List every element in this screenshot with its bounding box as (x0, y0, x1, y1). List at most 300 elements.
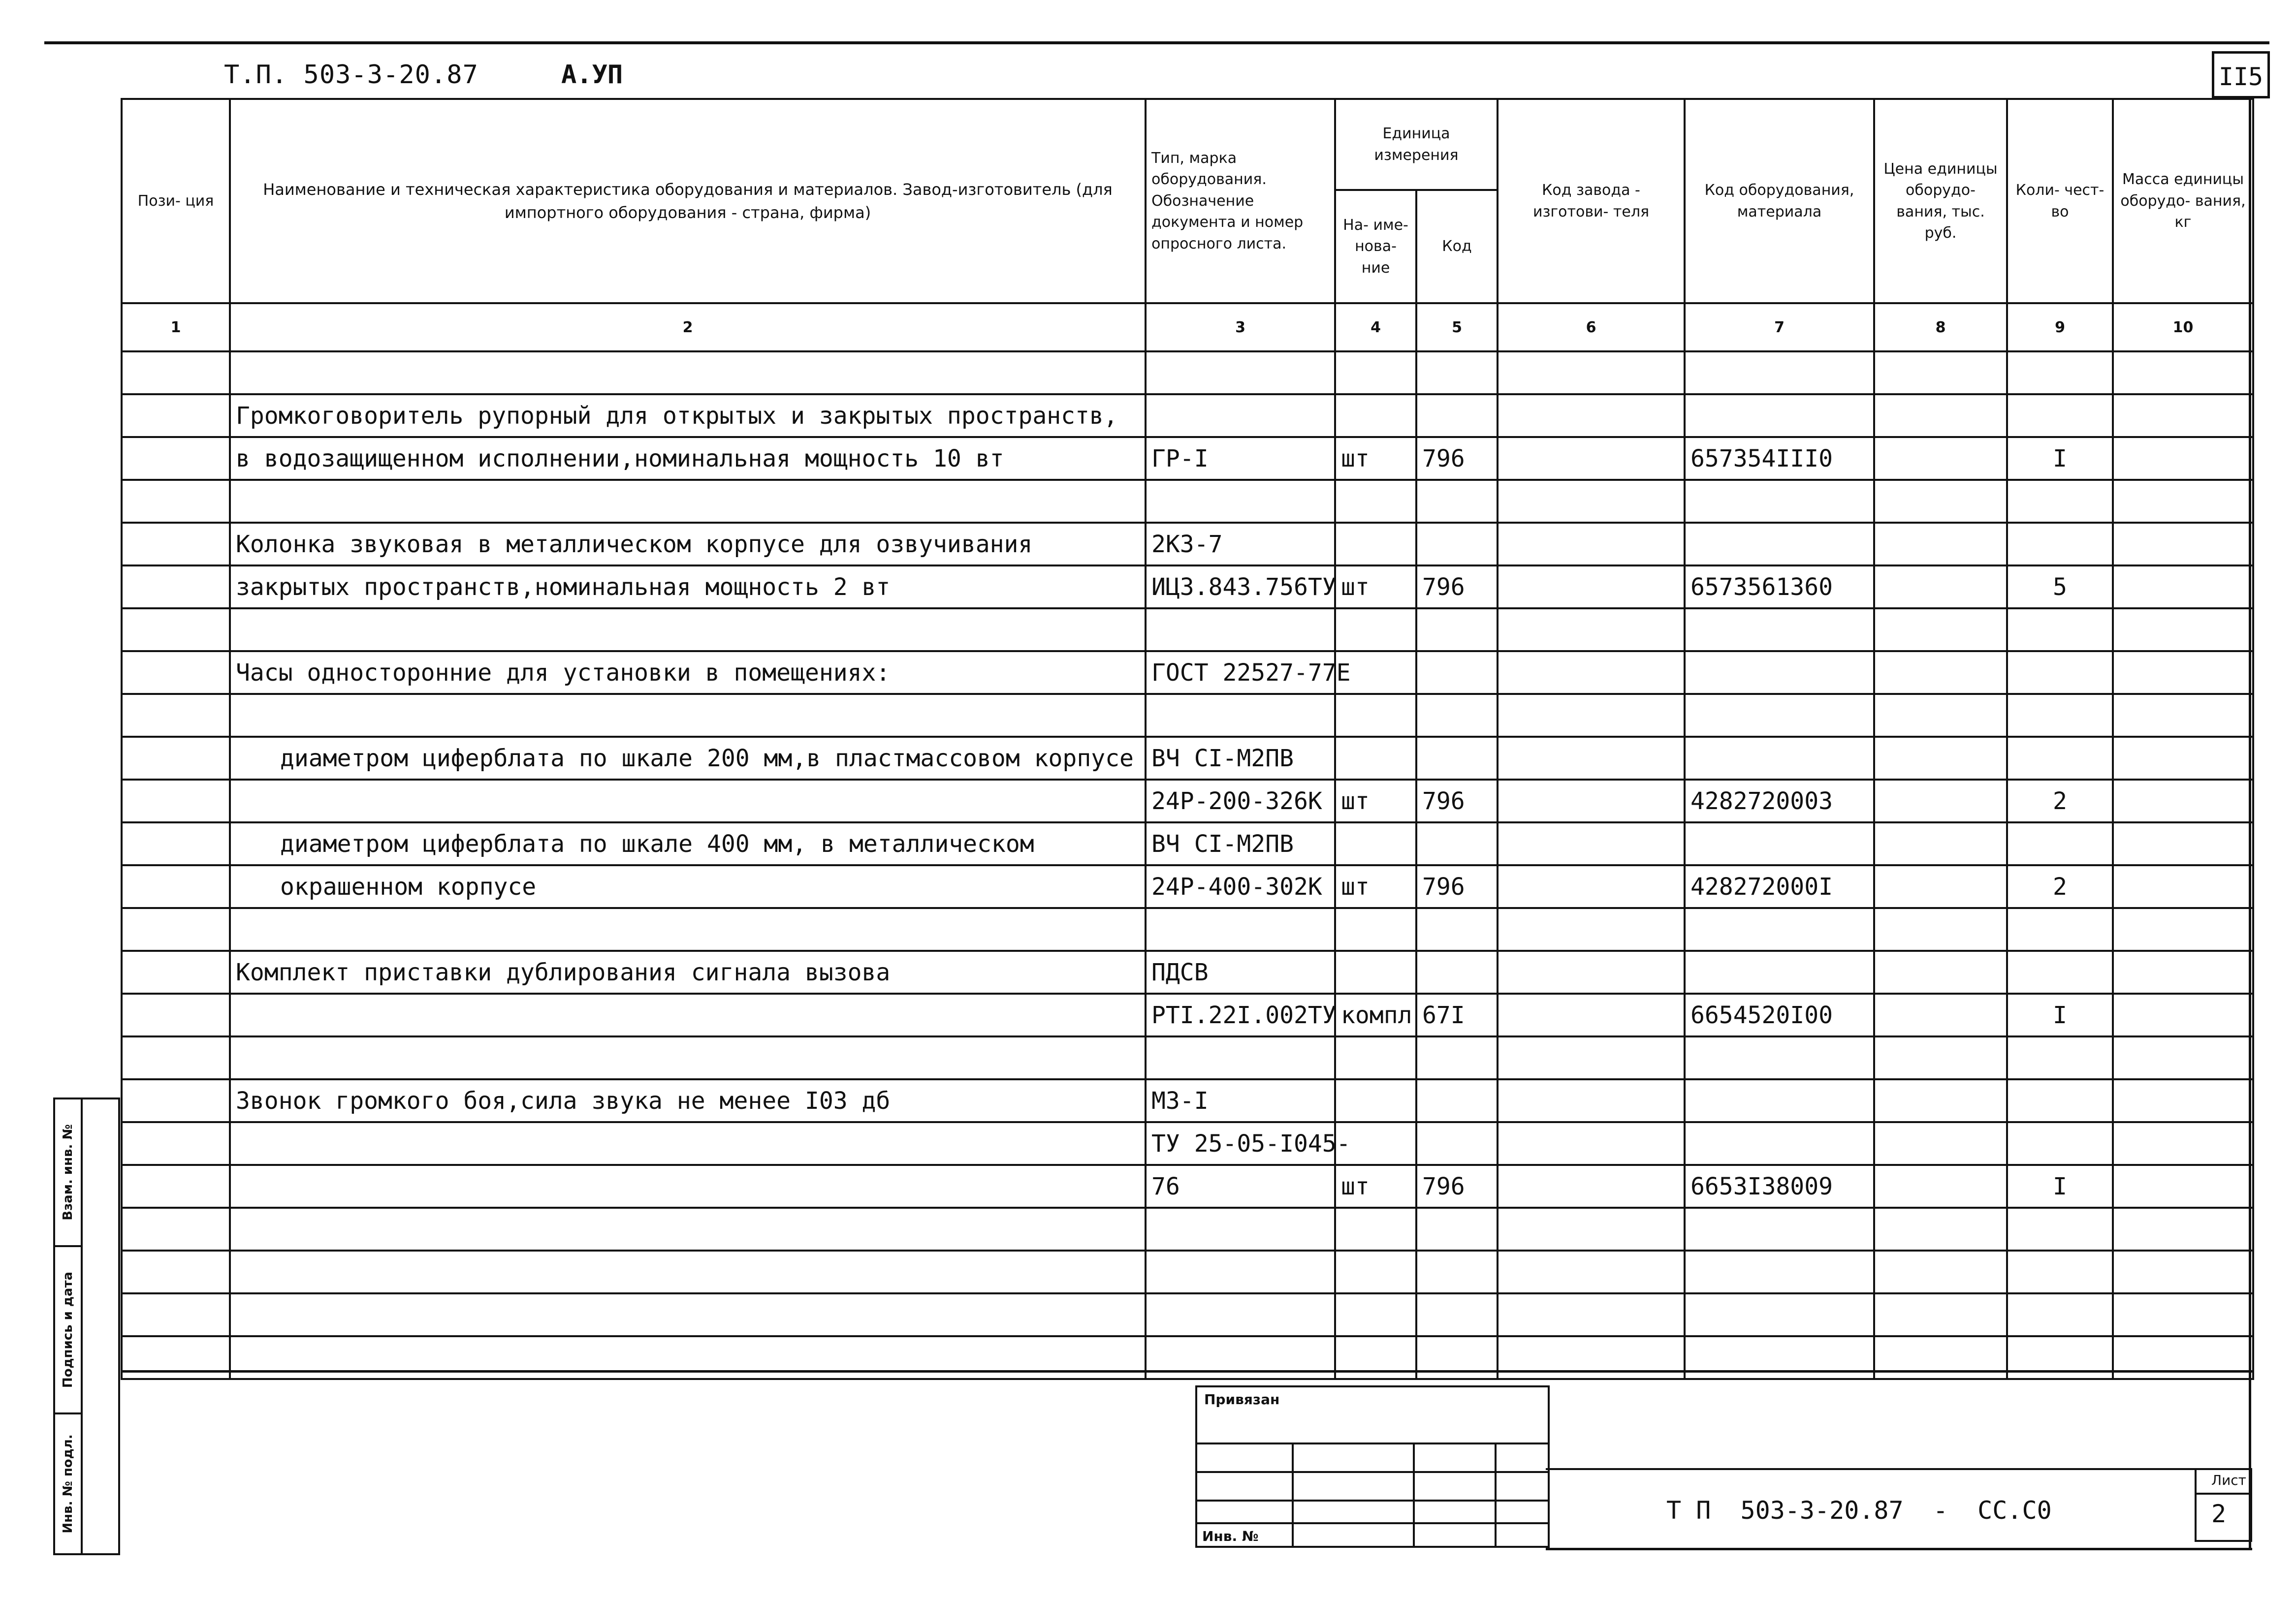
price-cell (1874, 1036, 2007, 1079)
table-bottom-line (121, 1370, 2252, 1373)
maker-code-cell (1498, 523, 1685, 565)
approval-row-line (1195, 1471, 1550, 1473)
unit-code-cell: 796 (1416, 1165, 1498, 1208)
column-number: 1 (122, 303, 230, 351)
mass-cell (2113, 865, 2253, 908)
table-row (122, 480, 2253, 523)
quantity-cell (2007, 1208, 2113, 1251)
type-cell (1146, 908, 1335, 951)
column-number: 6 (1498, 303, 1685, 351)
maker-code-cell (1498, 994, 1685, 1036)
table-row (122, 565, 2253, 608)
type-cell (1146, 1251, 1335, 1293)
unit-code-cell (1416, 1079, 1498, 1122)
equipment-code-cell (1685, 1036, 1874, 1079)
name-cell: Комплект приставки дублирования сигнала вызова (230, 951, 1146, 994)
unit-code-cell (1416, 822, 1498, 865)
unit-code-cell (1416, 951, 1498, 994)
table-row (122, 1036, 2253, 1079)
column-number-row (122, 303, 2253, 351)
table-row (122, 908, 2253, 951)
quantity-cell (2007, 694, 2113, 737)
stamp-cell-replaced-inv (55, 1099, 83, 1247)
maker-code-cell (1498, 1036, 1685, 1079)
quantity-cell (2007, 394, 2113, 437)
equipment-code-cell: 4282720003 (1685, 780, 1874, 822)
type-cell: ИЦ3.843.756ТУ (1146, 565, 1335, 608)
name-cell (230, 994, 1146, 1036)
sheet-label: Лист (2211, 1472, 2246, 1488)
unit-name-cell: шт (1335, 780, 1416, 822)
position-cell (122, 865, 230, 908)
mass-cell (2113, 908, 2253, 951)
equipment-code-cell (1685, 1079, 1874, 1122)
position-cell (122, 651, 230, 694)
mass-cell (2113, 1036, 2253, 1079)
col-header-unit-code: Код (1416, 190, 1498, 303)
type-cell (1146, 694, 1335, 737)
unit-code-cell (1416, 1036, 1498, 1079)
price-cell (1874, 394, 2007, 437)
position-cell (122, 908, 230, 951)
mass-cell (2113, 994, 2253, 1036)
price-cell (1874, 523, 2007, 565)
quantity-cell (2007, 1293, 2113, 1336)
mass-cell (2113, 437, 2253, 480)
type-cell: РТI.22I.002ТУ (1146, 994, 1335, 1036)
unit-name-cell (1335, 1208, 1416, 1251)
table-row (122, 1251, 2253, 1293)
equipment-code-cell (1685, 737, 1874, 780)
name-cell (230, 1208, 1146, 1251)
unit-code-cell (1416, 351, 1498, 394)
col-header-equipment-code: Код оборудования, материала (1685, 99, 1874, 303)
mass-cell (2113, 1251, 2253, 1293)
type-cell (1146, 1036, 1335, 1079)
approval-cell (1413, 1442, 1497, 1548)
maker-code-cell (1498, 1165, 1685, 1208)
quantity-cell: I (2007, 1165, 2113, 1208)
unit-name-cell: шт (1335, 1165, 1416, 1208)
table-row (122, 780, 2253, 822)
table-row (122, 651, 2253, 694)
unit-code-cell (1416, 523, 1498, 565)
equipment-code-cell (1685, 1208, 1874, 1251)
quantity-cell (2007, 651, 2113, 694)
type-cell: 76 (1146, 1165, 1335, 1208)
quantity-cell (2007, 737, 2113, 780)
approval-label: Привязан (1204, 1391, 1280, 1408)
position-cell (122, 351, 230, 394)
position-cell (122, 437, 230, 480)
top-border-line (44, 41, 2269, 44)
table-row (122, 822, 2253, 865)
equipment-code-cell (1685, 651, 1874, 694)
type-cell: ПДСВ (1146, 951, 1335, 994)
table-row (122, 737, 2253, 780)
position-cell (122, 608, 230, 651)
maker-code-cell (1498, 908, 1685, 951)
name-cell (230, 908, 1146, 951)
maker-code-cell (1498, 565, 1685, 608)
column-number: 10 (2113, 303, 2253, 351)
equipment-code-cell: 657354III0 (1685, 437, 1874, 480)
quantity-cell (2007, 523, 2113, 565)
unit-name-cell (1335, 737, 1416, 780)
table-row (122, 608, 2253, 651)
mass-cell (2113, 822, 2253, 865)
unit-name-cell (1335, 608, 1416, 651)
equipment-code-cell (1685, 480, 1874, 523)
position-cell (122, 1251, 230, 1293)
position-cell (122, 694, 230, 737)
mass-cell (2113, 565, 2253, 608)
quantity-cell (2007, 480, 2113, 523)
price-cell (1874, 737, 2007, 780)
price-cell (1874, 694, 2007, 737)
table-row (122, 865, 2253, 908)
maker-code-cell (1498, 1293, 1685, 1336)
price-cell (1874, 480, 2007, 523)
mass-cell (2113, 1165, 2253, 1208)
unit-code-cell (1416, 1293, 1498, 1336)
approval-row-line (1195, 1500, 1550, 1502)
unit-code-cell (1416, 694, 1498, 737)
name-cell (230, 351, 1146, 394)
col-header-quantity: Коли- чест- во (2007, 99, 2113, 303)
quantity-cell: I (2007, 994, 2113, 1036)
unit-code-cell (1416, 394, 1498, 437)
stamp-label: Подпись и дата (61, 1271, 75, 1388)
mass-cell (2113, 1208, 2253, 1251)
table-row (122, 351, 2253, 394)
stamp-cell-original-inv (55, 1414, 83, 1553)
unit-code-cell (1416, 1208, 1498, 1251)
price-cell (1874, 1208, 2007, 1251)
unit-code-cell: 796 (1416, 437, 1498, 480)
column-number: 4 (1335, 303, 1416, 351)
title-block-bottom-line (1546, 1548, 2252, 1550)
name-cell: окрашенном корпусе (230, 865, 1146, 908)
table-row (122, 951, 2253, 994)
quantity-cell (2007, 951, 2113, 994)
maker-code-cell (1498, 608, 1685, 651)
table-row (122, 994, 2253, 1036)
column-number: 3 (1146, 303, 1335, 351)
mass-cell (2113, 694, 2253, 737)
unit-name-cell (1335, 694, 1416, 737)
type-cell (1146, 608, 1335, 651)
quantity-cell (2007, 351, 2113, 394)
unit-name-cell (1335, 822, 1416, 865)
unit-code-cell: 67I (1416, 994, 1498, 1036)
position-cell (122, 951, 230, 994)
position-cell (122, 1122, 230, 1165)
price-cell (1874, 608, 2007, 651)
table-row (122, 1165, 2253, 1208)
unit-name-cell: шт (1335, 865, 1416, 908)
price-cell (1874, 1079, 2007, 1122)
table-row (122, 1122, 2253, 1165)
unit-code-cell (1416, 651, 1498, 694)
position-cell (122, 1293, 230, 1336)
maker-code-cell (1498, 1122, 1685, 1165)
type-cell: ГОСТ 22527-77Е (1146, 651, 1335, 694)
stamp-label: Взам. инв. № (61, 1124, 75, 1221)
position-cell (122, 394, 230, 437)
mass-cell (2113, 780, 2253, 822)
col-header-mass: Масса единицы оборудо- вания, кг (2113, 99, 2253, 303)
side-stamp (53, 1097, 120, 1555)
maker-code-cell (1498, 351, 1685, 394)
column-number: 7 (1685, 303, 1874, 351)
equipment-code-cell: 6654520I00 (1685, 994, 1874, 1036)
price-cell (1874, 1165, 2007, 1208)
mass-cell (2113, 608, 2253, 651)
price-cell (1874, 437, 2007, 480)
position-cell (122, 994, 230, 1036)
type-cell (1146, 394, 1335, 437)
unit-code-cell (1416, 1251, 1498, 1293)
unit-name-cell (1335, 480, 1416, 523)
type-cell (1146, 1293, 1335, 1336)
stamp-label: Инв. № подл. (61, 1434, 75, 1534)
table-row (122, 523, 2253, 565)
unit-code-cell: 796 (1416, 865, 1498, 908)
position-cell (122, 737, 230, 780)
inventory-label: Инв. № (1202, 1528, 1259, 1544)
col-header-unit-group: Единица измерения (1335, 99, 1498, 190)
name-cell (230, 1036, 1146, 1079)
equipment-code-cell (1685, 822, 1874, 865)
equipment-code-cell (1685, 608, 1874, 651)
unit-name-cell (1335, 1079, 1416, 1122)
maker-code-cell (1498, 951, 1685, 994)
quantity-cell: 2 (2007, 780, 2113, 822)
equipment-code-cell (1685, 1251, 1874, 1293)
sheet-box (2195, 1468, 2252, 1542)
unit-name-cell: шт (1335, 437, 1416, 480)
approval-header-box (1195, 1385, 1550, 1444)
position-cell (122, 780, 230, 822)
mass-cell (2113, 480, 2253, 523)
column-number: 5 (1416, 303, 1498, 351)
maker-code-cell (1498, 651, 1685, 694)
maker-code-cell (1498, 822, 1685, 865)
col-header-position: Пози- ция (122, 99, 230, 303)
price-cell (1874, 1293, 2007, 1336)
equipment-code-cell: 6573561360 (1685, 565, 1874, 608)
approval-row-line (1195, 1522, 1550, 1524)
unit-name-cell (1335, 1251, 1416, 1293)
price-cell (1874, 994, 2007, 1036)
unit-name-cell (1335, 394, 1416, 437)
maker-code-cell (1498, 437, 1685, 480)
unit-name-cell (1335, 1293, 1416, 1336)
position-cell (122, 1208, 230, 1251)
mass-cell (2113, 951, 2253, 994)
equipment-code-cell (1685, 694, 1874, 737)
mass-cell (2113, 1293, 2253, 1336)
unit-code-cell: 796 (1416, 565, 1498, 608)
name-cell: диаметром циферблата по шкале 400 мм, в металлическом (230, 822, 1146, 865)
equipment-code-cell (1685, 1122, 1874, 1165)
equipment-code-cell (1685, 351, 1874, 394)
unit-code-cell (1416, 608, 1498, 651)
equipment-code-cell (1685, 908, 1874, 951)
position-cell (122, 523, 230, 565)
name-cell (230, 608, 1146, 651)
quantity-cell (2007, 1036, 2113, 1079)
price-cell (1874, 908, 2007, 951)
maker-code-cell (1498, 780, 1685, 822)
name-cell (230, 480, 1146, 523)
table-row (122, 694, 2253, 737)
sheet-number: 2 (2211, 1500, 2227, 1528)
type-cell: ВЧ СI-М2ПВ (1146, 822, 1335, 865)
name-cell: закрытых пространств,номинальная мощность 2 вт (230, 565, 1146, 608)
price-cell (1874, 351, 2007, 394)
maker-code-cell (1498, 1251, 1685, 1293)
price-cell (1874, 565, 2007, 608)
position-cell (122, 822, 230, 865)
type-cell: ВЧ СI-М2ПВ (1146, 737, 1335, 780)
unit-code-cell (1416, 480, 1498, 523)
type-cell: 2КЗ-7 (1146, 523, 1335, 565)
maker-code-cell (1498, 737, 1685, 780)
maker-code-cell (1498, 694, 1685, 737)
equipment-code-cell: 6653I38009 (1685, 1165, 1874, 1208)
maker-code-cell (1498, 1079, 1685, 1122)
unit-name-cell: шт (1335, 565, 1416, 608)
mass-cell (2113, 737, 2253, 780)
table-row (122, 1208, 2253, 1251)
unit-name-cell (1335, 908, 1416, 951)
unit-code-cell (1416, 737, 1498, 780)
equipment-code-cell (1685, 394, 1874, 437)
position-cell (122, 565, 230, 608)
name-cell (230, 694, 1146, 737)
equipment-code-cell: 428272000I (1685, 865, 1874, 908)
unit-name-cell: компл (1335, 994, 1416, 1036)
quantity-cell: I (2007, 437, 2113, 480)
unit-name-cell (1335, 351, 1416, 394)
col-header-type: Тип, марка оборудования. Обозначение документа и номер опросного листа. (1146, 99, 1335, 303)
position-cell (122, 1036, 230, 1079)
maker-code-cell (1498, 480, 1685, 523)
unit-code-cell (1416, 1122, 1498, 1165)
frame-right-line (2249, 98, 2251, 1550)
name-cell (230, 1251, 1146, 1293)
price-cell (1874, 651, 2007, 694)
col-header-name: Наименование и техническая характеристика оборудования и материалов. Завод-изготовитель (для импортного оборудования - страна, фирма) (230, 99, 1146, 303)
price-cell (1874, 1251, 2007, 1293)
stamp-cell-signature-date (55, 1247, 83, 1414)
col-header-maker-code: Код завода - изготови- теля (1498, 99, 1685, 303)
name-cell: диаметром циферблата по шкале 200 мм,в пластмассовом корпусе (230, 737, 1146, 780)
unit-name-cell (1335, 1036, 1416, 1079)
title-block-line (1546, 1468, 2196, 1470)
type-cell: 24Р-400-302К (1146, 865, 1335, 908)
quantity-cell (2007, 908, 2113, 951)
position-cell (122, 1079, 230, 1122)
price-cell (1874, 865, 2007, 908)
price-cell (1874, 780, 2007, 822)
equipment-code-cell (1685, 1293, 1874, 1336)
mass-cell (2113, 1122, 2253, 1165)
name-cell: Колонка звуковая в металлическом корпусе для озвучивания (230, 523, 1146, 565)
position-cell (122, 1165, 230, 1208)
maker-code-cell (1498, 865, 1685, 908)
table-row (122, 1293, 2253, 1336)
table-body (122, 351, 2253, 1379)
type-cell: МЗ-I (1146, 1079, 1335, 1122)
approval-cell (1292, 1442, 1415, 1548)
name-cell: в водозащищенном исполнении,номинальная мощность 10 вт (230, 437, 1146, 480)
unit-name-cell (1335, 523, 1416, 565)
price-cell (1874, 822, 2007, 865)
name-cell: Часы односторонние для установки в помещениях: (230, 651, 1146, 694)
specification-table (121, 98, 2254, 1380)
col-header-price: Цена единицы оборудо- вания, тыс. руб. (1874, 99, 2007, 303)
project-code: Т.П. 503-3-20.87 (224, 60, 478, 90)
type-cell (1146, 480, 1335, 523)
mass-cell (2113, 394, 2253, 437)
price-cell (1874, 951, 2007, 994)
type-cell: ГР-I (1146, 437, 1335, 480)
page-number: II5 (2212, 51, 2270, 98)
quantity-cell: 5 (2007, 565, 2113, 608)
quantity-cell (2007, 1122, 2113, 1165)
quantity-cell (2007, 1079, 2113, 1122)
name-cell: Громкоговоритель рупорный для открытых и закрытых пространств, (230, 394, 1146, 437)
column-number: 8 (1874, 303, 2007, 351)
column-number: 2 (230, 303, 1146, 351)
type-cell (1146, 1208, 1335, 1251)
quantity-cell (2007, 822, 2113, 865)
position-cell (122, 480, 230, 523)
equipment-code-cell (1685, 951, 1874, 994)
table-row (122, 437, 2253, 480)
type-cell: ТУ 25-05-I045- (1146, 1122, 1335, 1165)
name-cell (230, 1165, 1146, 1208)
document-code: Т П 503-3-20.87 - СС.С0 (1666, 1496, 2052, 1525)
mass-cell (2113, 523, 2253, 565)
table-row (122, 394, 2253, 437)
type-cell: 24Р-200-326К (1146, 780, 1335, 822)
unit-code-cell (1416, 908, 1498, 951)
name-cell (230, 780, 1146, 822)
approval-cell (1495, 1442, 1550, 1548)
col-header-unit-name: На- име- нова- ние (1335, 190, 1416, 303)
name-cell: Звонок громкого боя,сила звука не менее I03 дб (230, 1079, 1146, 1122)
album-label: А.УП (561, 60, 623, 90)
quantity-cell (2007, 1251, 2113, 1293)
name-cell (230, 1122, 1146, 1165)
mass-cell (2113, 1079, 2253, 1122)
header-row (122, 99, 2253, 190)
unit-name-cell (1335, 951, 1416, 994)
sheet-divider (2197, 1493, 2250, 1495)
maker-code-cell (1498, 394, 1685, 437)
approval-block (1195, 1385, 1550, 1548)
mass-cell (2113, 651, 2253, 694)
table-row (122, 1079, 2253, 1122)
maker-code-cell (1498, 1208, 1685, 1251)
price-cell (1874, 1122, 2007, 1165)
quantity-cell (2007, 608, 2113, 651)
column-number: 9 (2007, 303, 2113, 351)
